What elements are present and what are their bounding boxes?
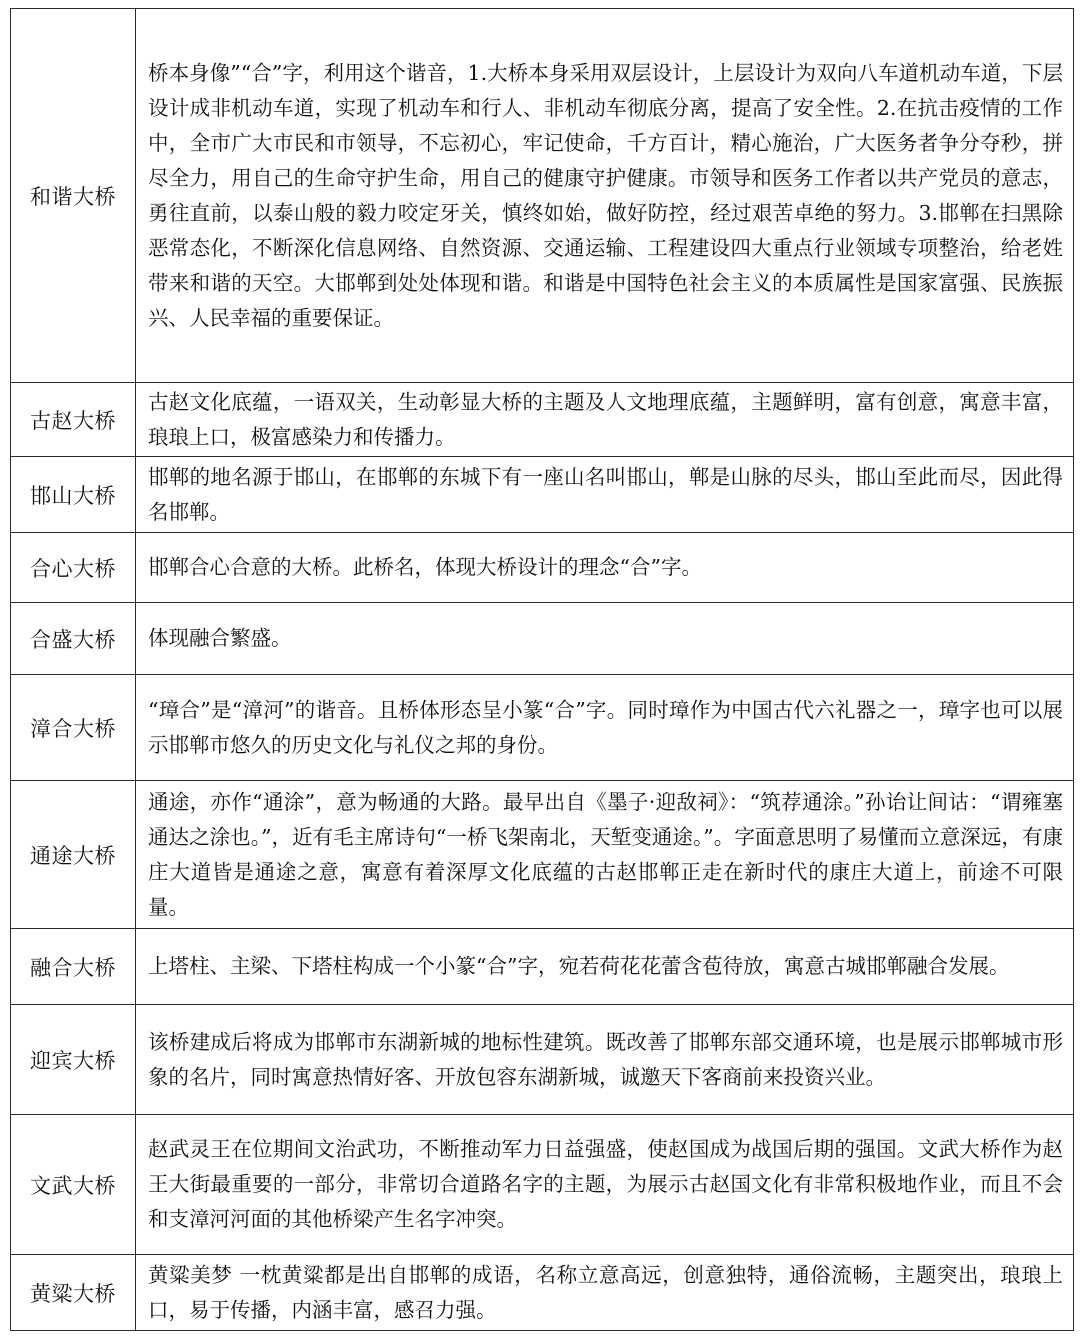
bridge-name: 漳合大桥 — [11, 675, 136, 781]
bridge-name: 融合大桥 — [11, 929, 136, 1005]
bridge-name: 迎宾大桥 — [11, 1005, 136, 1115]
bridge-description: 通途，亦作“通涂”，意为畅通的大路。最早出自《墨子·迎敌祠》：“筑荐通涂。”孙诒让间诂：“谓雍塞通达之涂也。”，近有毛主席诗句“一桥飞架南北，天堑变通途。”。字面意思明了易懂而立意深远，有康庄大道皆是通途之意，寓意有着深厚文化底蕴的古赵邯郸正走在新时代的康庄大道上，前途不可限量。 — [136, 781, 1074, 929]
table-row — [11, 9, 1074, 383]
table-row — [11, 603, 1074, 675]
bridge-description: 体现融合繁盛。 — [136, 603, 1074, 675]
bridge-name: 合盛大桥 — [11, 603, 136, 675]
bridge-name: 黄粱大桥 — [11, 1255, 136, 1331]
bridge-name: 文武大桥 — [11, 1115, 136, 1255]
table-row — [11, 383, 1074, 457]
bridge-name: 合心大桥 — [11, 533, 136, 603]
table-row — [11, 1255, 1074, 1331]
bridge-description: 上塔柱、主梁、下塔柱构成一个小篆“合”字，宛若荷花花蕾含苞待放，寓意古城邯郸融合发展。 — [136, 929, 1074, 1005]
bridge-description: “璋合”是“漳河”的谐音。且桥体形态呈小篆“合”字。同时璋作为中国古代六礼器之一，璋字也可以展示邯郸市悠久的历史文化与礼仪之邦的身份。 — [136, 675, 1074, 781]
bridge-description: 古赵文化底蕴，一语双关，生动彰显大桥的主题及人文地理底蕴，主题鲜明，富有创意，寓意丰富，琅琅上口，极富感染力和传播力。 — [136, 383, 1074, 457]
bridge-description: 邯郸合心合意的大桥。此桥名，体现大桥设计的理念“合”字。 — [136, 533, 1074, 603]
table-row — [11, 781, 1074, 929]
table-row — [11, 929, 1074, 1005]
bridge-description: 桥本身像”“合”字，利用这个谐音，1.大桥本身采用双层设计，上层设计为双向八车道机动车道，下层设计成非机动车道，实现了机动车和行人、非机动车彻底分离，提高了安全性。2.在抗击疫情的工作中，全市广大市民和市领导，不忘初心，牢记使命，千方百计，精心施治，广大医务者争分夺秒，拼尽全力，用自己的生命守护生命，用自己的健康守护健康。市领导和医务工作者以共产党员的意志，勇往直前，以泰山般的毅力咬定牙关，慎终如始，做好防控，经过艰苦卓绝的努力。3.邯郸在扫黑除恶常态化，不断深化信息网络、自然资源、交通运输、工程建设四大重点行业领域专项整治，给老姓带来和谐的天空。大邯郸到处处体现和谐。和谐是中国特色社会主义的本质属性是国家富强、民族振兴、人民幸福的重要保证。 — [136, 9, 1074, 383]
bridge-description: 黄粱美梦 一枕黄粱都是出自邯郸的成语，名称立意高远，创意独特，通俗流畅，主题突出，琅琅上口，易于传播，内涵丰富，感召力强。 — [136, 1255, 1074, 1331]
bridge-name: 和谐大桥 — [11, 9, 136, 383]
table-row — [11, 1115, 1074, 1255]
bridge-description: 赵武灵王在位期间文治武功，不断推动军力日益强盛，使赵国成为战国后期的强国。文武大桥作为赵王大街最重要的一部分，非常切合道路名字的主题，为展示古赵国文化有非常积极地作业，而且不会和支漳河河面的其他桥梁产生名字冲突。 — [136, 1115, 1074, 1255]
table-row — [11, 675, 1074, 781]
bridge-name: 通途大桥 — [11, 781, 136, 929]
table-row — [11, 457, 1074, 533]
bridge-description: 该桥建成后将成为邯郸市东湖新城的地标性建筑。既改善了邯郸东部交通环境，也是展示邯郸城市形象的名片，同时寓意热情好客、开放包容东湖新城，诚邀天下客商前来投资兴业。 — [136, 1005, 1074, 1115]
bridge-name: 古赵大桥 — [11, 383, 136, 457]
table-row — [11, 533, 1074, 603]
table-row — [11, 1005, 1074, 1115]
bridge-description: 邯郸的地名源于邯山，在邯郸的东城下有一座山名叫邯山，郸是山脉的尽头，邯山至此而尽，因此得名邯郸。 — [136, 457, 1074, 533]
bridge-name: 邯山大桥 — [11, 457, 136, 533]
bridge-name-table — [10, 8, 1074, 1331]
